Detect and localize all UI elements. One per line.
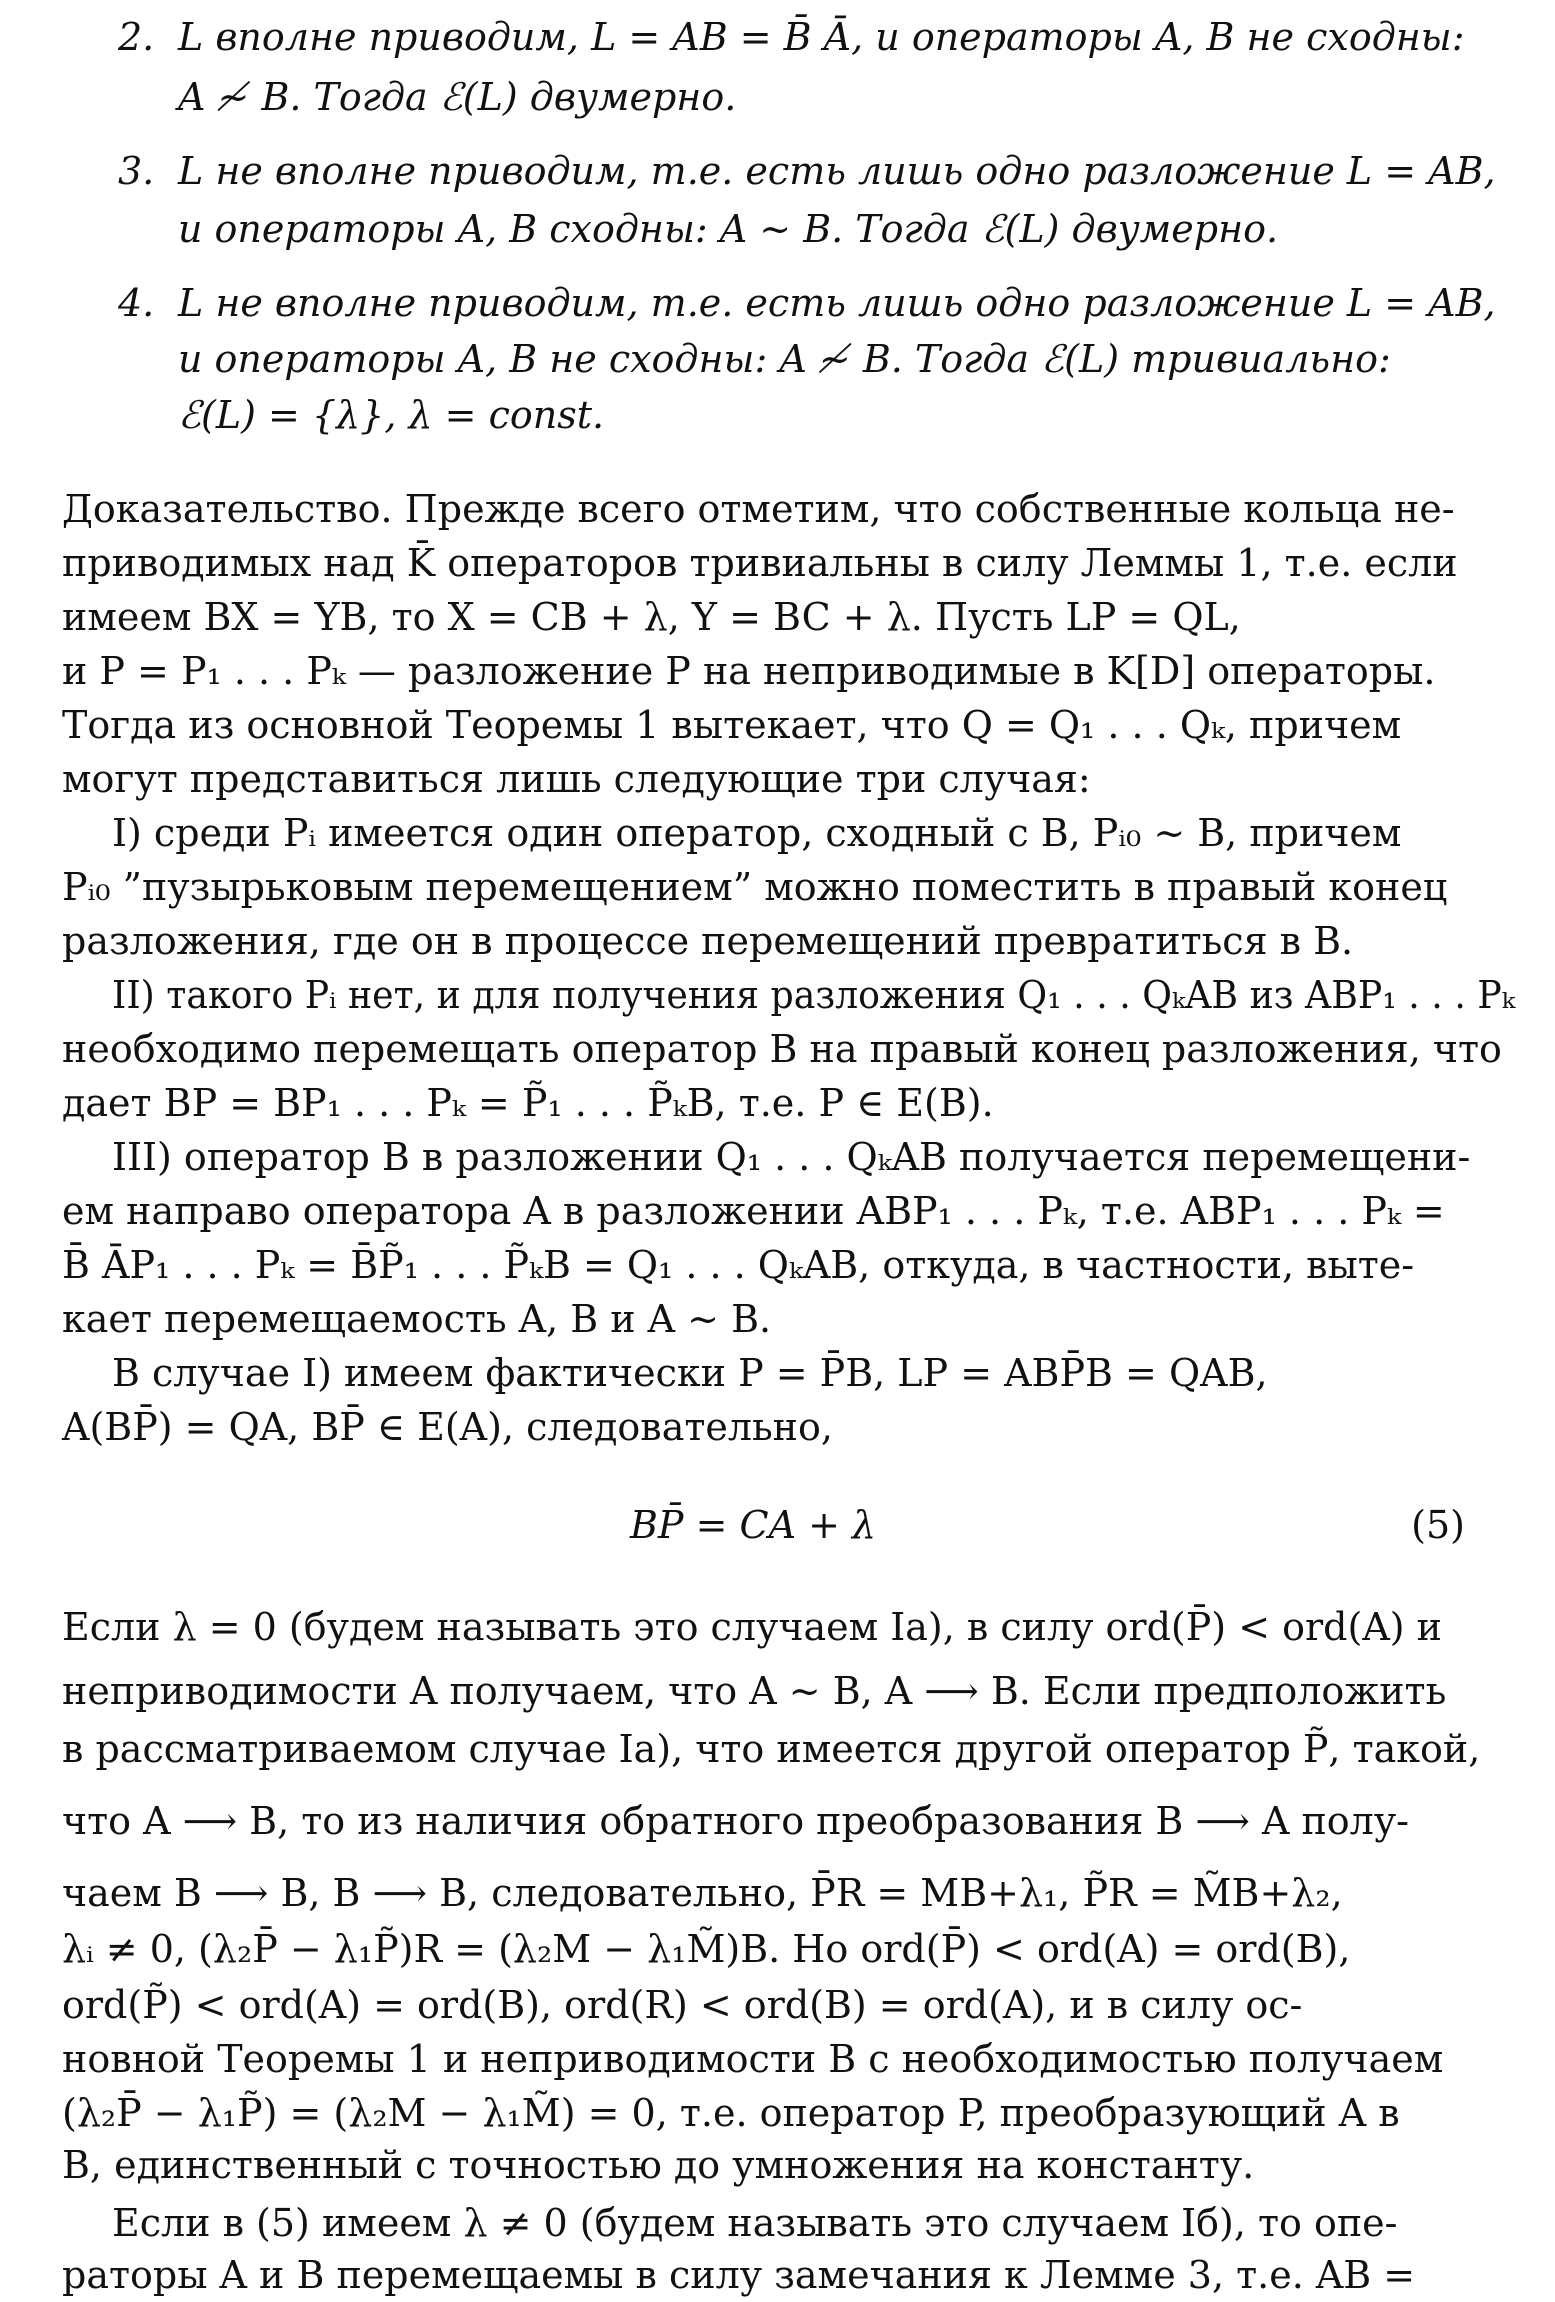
proof-line: ем направо оператора A в разложении ABP₁ . . . Pₖ, т.е. ABP₁ . . . Pₖ =: [62, 1189, 1445, 1233]
proof-line: кает перемещаемость A, B и A ∼ B.: [62, 1297, 772, 1341]
proof-line: Тогда из основной Теоремы 1 вытекает, что Q = Q₁ . . . Qₖ, причем: [62, 703, 1402, 747]
body-line: в рассматриваемом случае Ia), что имеется другой оператор P̃, такой,: [62, 1727, 1481, 1771]
body-line: ord(P̃) < ord(A) = ord(B), ord(R) < ord(B) = ord(A), и в силу ос-: [62, 1983, 1303, 2027]
item-3-line-2: и операторы A, B сходны: A ∼ B. Тогда ℰ(L) двумерно.: [178, 207, 1279, 251]
proof-line: имеем BX = YB, то X = CB + λ, Y = BC + λ. Пусть LP = QL,: [62, 595, 1241, 639]
proof-line: Pᵢ₀ ”пузырьковым перемещением” можно поместить в правый конец: [62, 865, 1448, 909]
proof-line: III) оператор B в разложении Q₁ . . . QₖAB получается перемещени-: [112, 1135, 1471, 1179]
proof-line: дает BP = BP₁ . . . Pₖ = P̃₁ . . . P̃ₖB, т.е. P ∈ E(B).: [62, 1081, 994, 1125]
body-line: неприводимости A получаем, что A ∼ B, A ⟶ B. Если предположить: [62, 1669, 1447, 1713]
item-3-number: 3.: [118, 149, 155, 193]
equation-body: BP̄ = CA + λ: [630, 1503, 877, 1547]
item-4-line-2: и операторы A, B не сходны: A ≁ B. Тогда ℰ(L) тривиально:: [178, 337, 1391, 381]
body-line: Если в (5) имеем λ ≠ 0 (будем называть это случаем Iб), то опе-: [112, 2201, 1398, 2245]
proof-line: могут представиться лишь следующие три случая:: [62, 757, 1091, 801]
item-4-line-1: L не вполне приводим, т.е. есть лишь одно разложение L = AB,: [178, 281, 1496, 325]
proof-line: Доказательство. Прежде всего отметим, что собственные кольца не-: [62, 487, 1455, 531]
body-line: раторы A и B перемещаемы в силу замечания к Лемме 3, т.е. AB =: [62, 2253, 1416, 2297]
body-line: (λ₂P̄ − λ₁P̃) = (λ₂M − λ₁M̃) = 0, т.е. оператор P, преобразующий A в: [62, 2091, 1400, 2135]
proof-line: I) среди Pᵢ имеется один оператор, сходный с B, Pᵢ₀ ∼ B, причем: [112, 811, 1402, 855]
body-line: что A ⟶ B, то из наличия обратного преобразования B ⟶ A полу-: [62, 1799, 1410, 1843]
proof-line: и P = P₁ . . . Pₖ — разложение P на неприводимые в K[D] операторы.: [62, 649, 1436, 693]
proof-line: II) такого Pᵢ нет, и для получения разложения Q₁ . . . QₖAB из ABP₁ . . . Pₖ: [112, 973, 1516, 1017]
body-line: чаем B ⟶ B, B ⟶ B, следовательно, P̄R = MB+λ₁, P̃R = M̃B+λ₂,: [62, 1871, 1343, 1915]
proof-line: В случае I) имеем фактически P = P̄B, LP = ABP̄B = QAB,: [112, 1351, 1268, 1395]
body-line: λᵢ ≠ 0, (λ₂P̄ − λ₁P̃)R = (λ₂M − λ₁M̃)B. Но ord(P̄) < ord(A) = ord(B),: [62, 1927, 1351, 1971]
item-4-number: 4.: [118, 281, 155, 325]
proof-line: A(BP̄) = QA, BP̄ ∈ E(A), следовательно,: [62, 1405, 833, 1449]
body-line: B, единственный с точностью до умножения на константу.: [62, 2143, 1255, 2187]
proof-line: B̄ ĀP₁ . . . Pₖ = B̄P̃₁ . . . P̃ₖB = Q₁ . . . QₖAB, откуда, в частности, выте-: [62, 1243, 1415, 1287]
item-2-line-1: L вполне приводим, L = AB = B̄ Ā, и операторы A, B не сходны:: [178, 15, 1465, 59]
equation-number: (5): [1411, 1503, 1465, 1547]
proof-line: необходимо перемещать оператор B на правый конец разложения, что: [62, 1027, 1502, 1071]
item-2-number: 2.: [118, 15, 155, 59]
item-3-line-1: L не вполне приводим, т.е. есть лишь одно разложение L = AB,: [178, 149, 1496, 193]
item-2-line-2: A ≁ B. Тогда ℰ(L) двумерно.: [178, 75, 737, 119]
proof-line: приводимых над K̄ операторов тривиальны в силу Леммы 1, т.е. если: [62, 541, 1458, 585]
body-line: новной Теоремы 1 и неприводимости B с необходимостью получаем: [62, 2037, 1444, 2081]
proof-line: разложения, где он в процессе перемещений превратиться в B.: [62, 919, 1354, 963]
body-line: Если λ = 0 (будем называть это случаем Ia), в силу ord(P̄) < ord(A) и: [62, 1605, 1442, 1649]
item-4-line-3: ℰ(L) = {λ}, λ = const.: [178, 393, 605, 437]
